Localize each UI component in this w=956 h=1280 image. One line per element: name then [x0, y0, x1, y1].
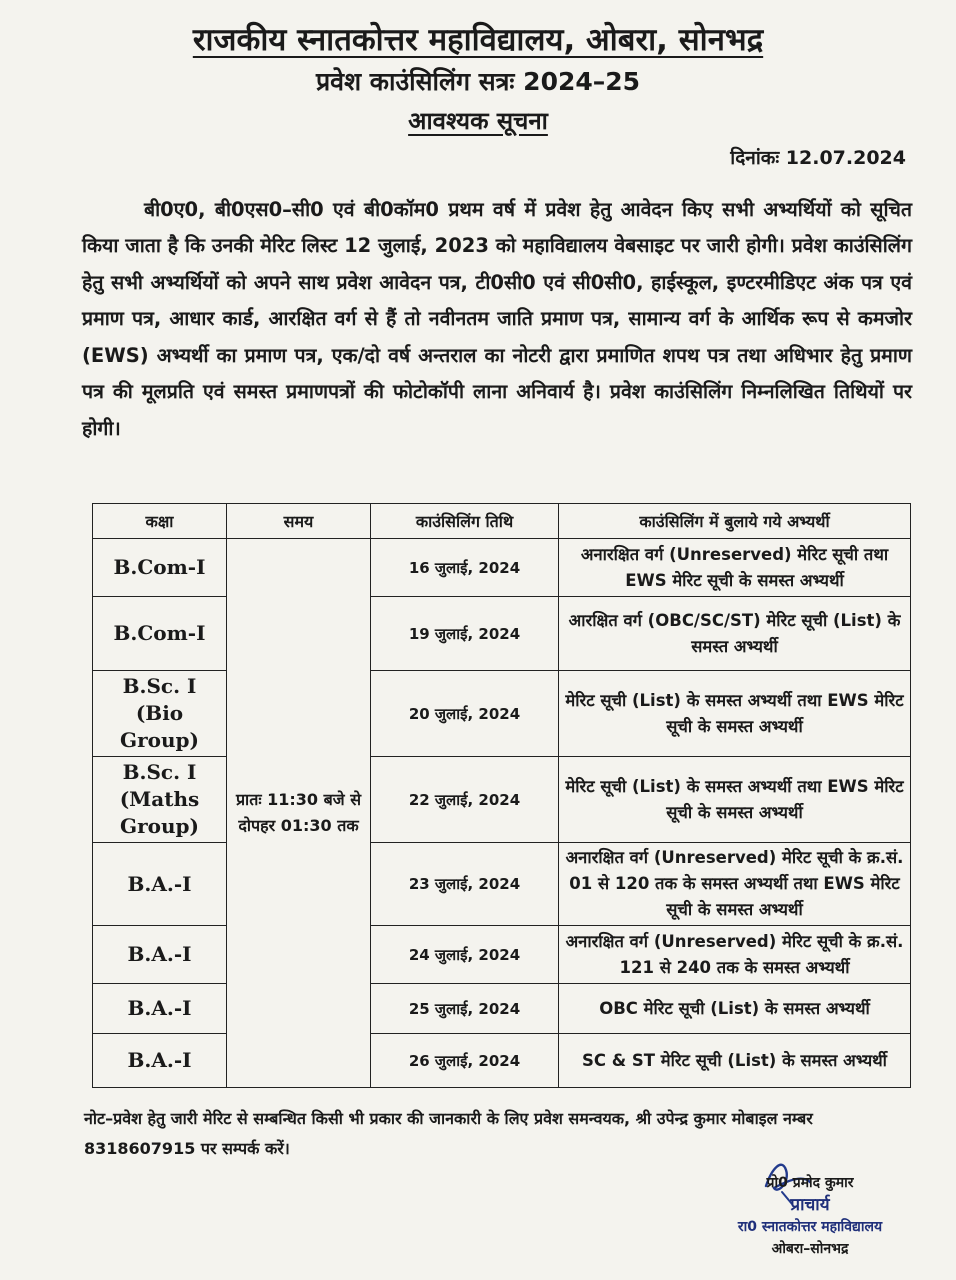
table-row — [93, 1034, 911, 1088]
date-cell: 19 जुलाई, 2024 — [371, 597, 559, 671]
table-row — [93, 984, 911, 1034]
college-title: राजकीय स्नातकोत्तर महाविद्यालय, ओबरा, सोनभद्र — [192, 22, 764, 58]
date-cell: 20 जुलाई, 2024 — [371, 671, 559, 757]
class-cell: B.Com-I — [93, 597, 227, 671]
class-cell: B.Sc. I (Maths Group) — [93, 757, 227, 843]
candidates-cell: अनारक्षित वर्ग (Unreserved) मेरिट सूची के क्र.सं. 121 से 240 तक के समस्त अभ्यर्थी — [559, 926, 911, 984]
table-header-row — [93, 504, 911, 539]
signatory-role: प्राचार्य — [790, 1195, 830, 1215]
table-row — [93, 539, 911, 597]
contact-note: नोट–प्रवेश हेतु जारी मेरिट से सम्बन्धित किसी भी प्रकार की जानकारी के लिए प्रवेश समन्वयक, श्री उपेन्द्र कुमार मोबाइल नम्बर 8318607915 पर सम्पर्क करें। — [84, 1109, 813, 1158]
class-cell: B.A.-I — [93, 984, 227, 1034]
date-cell: 22 जुलाई, 2024 — [371, 757, 559, 843]
header-date: काउंसिलिंग तिथि — [371, 504, 559, 539]
header-time: समय — [227, 504, 371, 539]
date-cell: 16 जुलाई, 2024 — [371, 539, 559, 597]
candidates-cell: मेरिट सूची (List) के समस्त अभ्यर्थी तथा EWS मेरिट सूची के समस्त अभ्यर्थी — [559, 671, 911, 757]
signatory-name: प्रो0 प्रमोद कुमार — [766, 1175, 854, 1191]
time-cell: प्रातः 11:30 बजे से दोपहर 01:30 तक — [227, 539, 371, 1088]
counselling-schedule-table — [92, 503, 911, 1088]
date-cell: 25 जुलाई, 2024 — [371, 984, 559, 1034]
candidates-cell: आरक्षित वर्ग (OBC/SC/ST) मेरिट सूची (List) के समस्त अभ्यर्थी — [559, 597, 911, 671]
table-row — [93, 671, 911, 757]
signatory-college: रा0 स्नातकोत्तर महाविद्यालय — [737, 1219, 883, 1235]
header-candidates: काउंसिलिंग में बुलाये गये अभ्यर्थी — [559, 504, 911, 539]
signatory-block — [690, 1172, 930, 1260]
session-title: प्रवेश काउंसिलिंग सत्रः 2024–25 — [315, 67, 641, 96]
class-cell: B.A.-I — [93, 1034, 227, 1088]
class-cell: B.Sc. I (Bio Group) — [93, 671, 227, 757]
candidates-cell: मेरिट सूची (List) के समस्त अभ्यर्थी तथा EWS मेरिट सूची के समस्त अभ्यर्थी — [559, 757, 911, 843]
table-row — [93, 757, 911, 843]
notice-heading: आवश्यक सूचना — [408, 107, 548, 135]
candidates-cell: अनारक्षित वर्ग (Unreserved) मेरिट सूची तथा EWS मेरिट सूची के समस्त अभ्यर्थी — [559, 539, 911, 597]
notice-date: दिनांकः 12.07.2024 — [730, 147, 906, 169]
class-cell: B.Com-I — [93, 539, 227, 597]
header-class: कक्षा — [93, 504, 227, 539]
date-cell: 26 जुलाई, 2024 — [371, 1034, 559, 1088]
candidates-cell: SC & ST मेरिट सूची (List) के समस्त अभ्यर्थी — [559, 1034, 911, 1088]
candidates-cell: अनारक्षित वर्ग (Unreserved) मेरिट सूची के क्र.सं. 01 से 120 तक के समस्त अभ्यर्थी तथा EWS मेरिट सूची के समस्त अभ्यर्थी — [559, 843, 911, 926]
class-cell: B.A.-I — [93, 843, 227, 926]
candidates-cell: OBC मेरिट सूची (List) के समस्त अभ्यर्थी — [559, 984, 911, 1034]
table-row — [93, 597, 911, 671]
table-row — [93, 926, 911, 984]
date-cell: 24 जुलाई, 2024 — [371, 926, 559, 984]
table-row — [93, 843, 911, 926]
class-cell: B.A.-I — [93, 926, 227, 984]
date-cell: 23 जुलाई, 2024 — [371, 843, 559, 926]
notice-body: बी0ए0, बी0एस0–सी0 एवं बी0कॉम0 प्रथम वर्ष में प्रवेश हेतु आवेदन किए सभी अभ्यर्थियों को सूचित किया जाता है कि उनकी मेरिट लिस्ट 12 जुलाई, 2023 को महाविद्यालय वेबसाइट पर जारी होगी। प्रवेश काउंसिलिंग हेतु सभी अभ्यर्थियों को अपने साथ प्रवेश आवेदन पत्र, टी0सी0 एवं सी0सी0, हाईस्कूल, इण्टरमीडिएट अंक पत्र एवं प्रमाण पत्र, आधार कार्ड, आरक्षित वर्ग से हैं तो नवीनतम जाति प्रमाण पत्र, सामान्य वर्ग के आर्थिक रूप से कमजोर (EWS) अभ्यर्थी का प्रमाण पत्र, एक/दो वर्ष अन्तराल का नोटरी द्वारा प्रमाणित शपथ पत्र तथा अधिभार हेतु प्रमाण पत्र की मूलप्रति एवं समस्त प्रमाणपत्रों की फोटोकॉपी लाना अनिवार्य है। प्रवेश काउंसिलिंग निम्नलिखित तिथियों पर होगी। — [82, 197, 912, 440]
signatory-place: ओबरा–सोनभद्र — [771, 1241, 849, 1257]
